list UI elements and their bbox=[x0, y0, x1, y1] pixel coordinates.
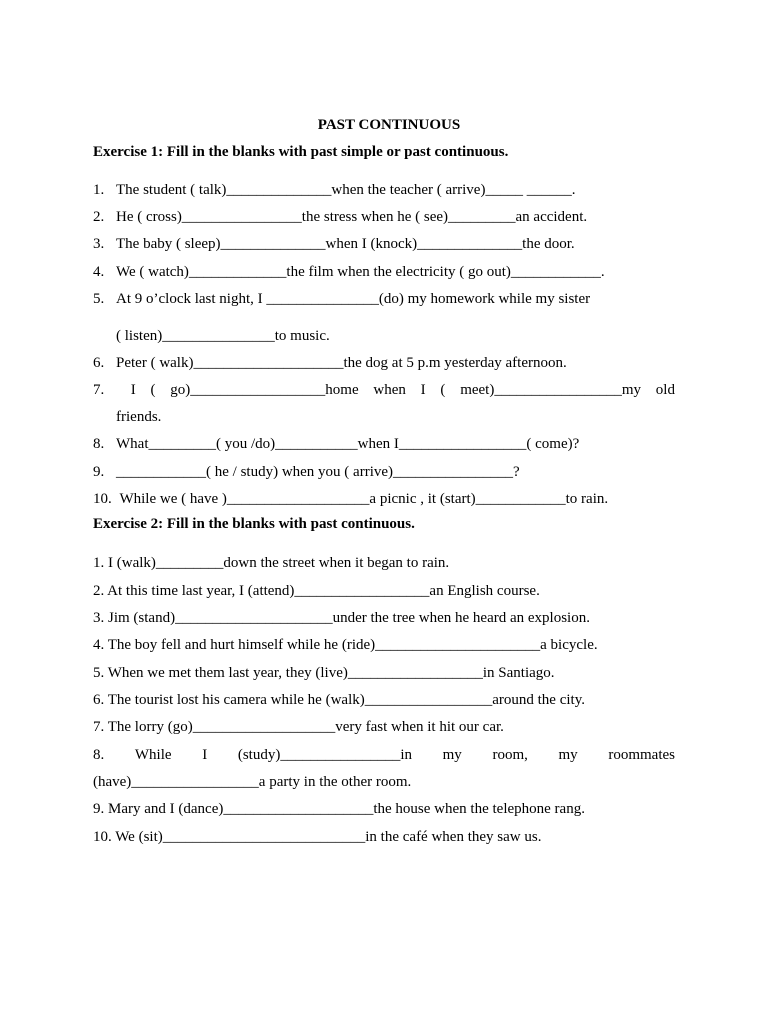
word: ( bbox=[440, 382, 446, 398]
ex2-item-1: 1. I (walk)_________down the street when it began to rain. bbox=[93, 555, 450, 571]
word: I bbox=[130, 382, 136, 398]
word: meet)_________________my bbox=[460, 382, 642, 398]
ex1-item-9 bbox=[93, 462, 675, 482]
exercise1-heading: Exercise 1: Fill in the blanks with past simple or past continuous. bbox=[93, 144, 509, 160]
ex1-item-4 bbox=[93, 262, 675, 282]
item-number: 7. bbox=[93, 382, 105, 398]
item-number: 5. bbox=[93, 291, 105, 307]
ex1-item-6 bbox=[93, 353, 675, 373]
word: roommates bbox=[608, 747, 675, 763]
ex1-item-8 bbox=[93, 434, 675, 454]
ex1-item-7 bbox=[93, 380, 675, 400]
item-number: 1. bbox=[93, 182, 105, 198]
item-text: The baby ( sleep)______________when I (knock)______________the door. bbox=[116, 236, 575, 252]
ex1-item-2 bbox=[93, 207, 675, 227]
item-text: ____________( he / study) when you ( arrive)________________? bbox=[116, 464, 520, 480]
item-text: He ( cross)________________the stress when he ( see)_________an accident. bbox=[116, 209, 588, 225]
ex1-item-1 bbox=[93, 180, 675, 200]
word: ( bbox=[150, 382, 156, 398]
ex2-item-8-cont: (have)_________________a party in the other room. bbox=[93, 774, 412, 790]
item-text: While we ( have )___________________a picnic , it (start)____________to rain. bbox=[116, 491, 609, 507]
ex2-item-10: 10. We (sit)___________________________in the café when they saw us. bbox=[93, 829, 542, 845]
item-number: 4. bbox=[93, 264, 105, 280]
item-number: 8. bbox=[93, 436, 105, 452]
ex2-item-8 bbox=[93, 745, 675, 765]
ex1-item-3 bbox=[93, 234, 675, 254]
ex2-item-2: 2. At this time last year, I (attend)__________________an English course. bbox=[93, 583, 540, 599]
item-text: The student ( talk)______________when the teacher ( arrive)_____ ______. bbox=[116, 182, 576, 198]
word: old bbox=[655, 382, 675, 398]
word: go)__________________home bbox=[170, 382, 359, 398]
word: 8. bbox=[93, 747, 105, 763]
word: my bbox=[442, 747, 462, 763]
ex2-item-7: 7. The lorry (go)___________________very fast when it hit our car. bbox=[93, 719, 504, 735]
word: when bbox=[373, 382, 406, 398]
item-text: What_________( you /do)___________when I_________________( come)? bbox=[116, 436, 580, 452]
item-text: We ( watch)_____________the film when the electricity ( go out)____________. bbox=[116, 264, 605, 280]
item-text: At 9 o’clock last night, I _______________(do) my homework while my sister bbox=[116, 291, 591, 307]
word: I bbox=[420, 382, 426, 398]
word: my bbox=[558, 747, 578, 763]
item-number: 9. bbox=[93, 464, 105, 480]
word: While bbox=[134, 747, 172, 763]
ex2-item-6: 6. The tourist lost his camera while he (walk)_________________around the city. bbox=[93, 692, 585, 708]
word: room, bbox=[492, 747, 528, 763]
ex1-item-5-cont bbox=[93, 326, 675, 346]
word: I bbox=[202, 747, 208, 763]
page-title: PAST CONTINUOUS bbox=[317, 117, 461, 133]
ex1-item-5 bbox=[93, 289, 675, 309]
ex1-item-7-cont bbox=[93, 407, 675, 427]
item-number: 3. bbox=[93, 236, 105, 252]
item-number: 10. bbox=[93, 491, 112, 507]
ex2-item-5: 5. When we met them last year, they (live)__________________in Santiago. bbox=[93, 665, 555, 681]
item-number: 6. bbox=[93, 355, 105, 371]
ex2-item-9: 9. Mary and I (dance)____________________the house when the telephone rang. bbox=[93, 801, 585, 817]
item-text: Peter ( walk)____________________the dog at 5 p.m yesterday afternoon. bbox=[116, 355, 567, 371]
word: (study)________________in bbox=[237, 747, 412, 763]
item-text: ( listen)_______________to music. bbox=[116, 328, 330, 344]
exercise2-heading: Exercise 2: Fill in the blanks with past continuous. bbox=[93, 516, 415, 532]
item-text: friends. bbox=[116, 409, 162, 425]
item-number: 2. bbox=[93, 209, 105, 225]
ex2-item-4: 4. The boy fell and hurt himself while he (ride)______________________a bicycle. bbox=[93, 637, 598, 653]
ex1-item-10 bbox=[93, 489, 675, 509]
ex2-item-3: 3. Jim (stand)_____________________under the tree when he heard an explosion. bbox=[93, 610, 590, 626]
